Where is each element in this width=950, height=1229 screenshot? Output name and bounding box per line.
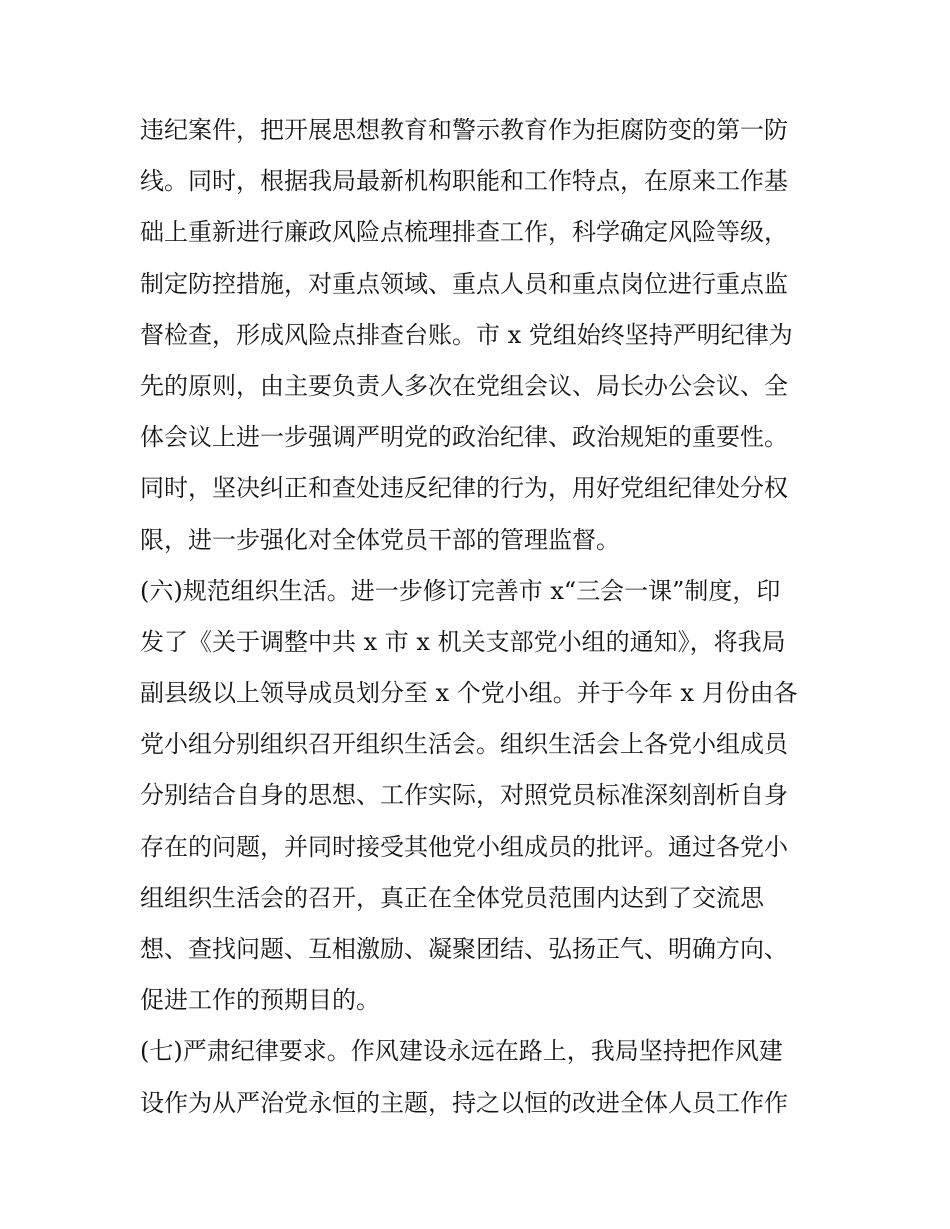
text-line: 想、查找问题、互相激励、凝聚团结、弘扬正气、明确方向、 xyxy=(140,935,788,963)
section-heading-seven: (七)严肃纪律要求。作风建设永远在路上，我局坚持把作风建 xyxy=(140,1037,783,1066)
text-line: 促进工作的预期目的。 xyxy=(140,986,380,1015)
text-line: 先的原则，由主要负责人多次在党组会议、局长办公会议、全 xyxy=(140,371,788,400)
text-line: 党小组分别组织召开组织生活会。组织生活会上各党小组成员 xyxy=(140,730,788,759)
text-line: 体会议上进一步强调严明党的政治纪律、政治规矩的重要性。 xyxy=(140,423,788,452)
text-line: 副县级以上领导成员划分至 x 个党小组。并于今年 x 月份由各 xyxy=(140,679,798,708)
text-line: 存在的问题，并同时接受其他党小组成员的批评。通过各党小 xyxy=(140,832,788,861)
text-line: 违纪案件，把开展思想教育和警示教育作为拒腐防变的第一防 xyxy=(140,116,788,144)
text-line: 础上重新进行廉政风险点梳理排查工作，科学确定风险等级， xyxy=(140,218,788,247)
text-line: 线。同时，根据我局最新机构职能和工作特点，在原来工作基 xyxy=(140,167,788,196)
text-line: 组组织生活会的召开，真正在全体党员范围内达到了交流思 xyxy=(140,883,764,912)
text-line: 设作为从严治党永恒的主题，持之以恒的改进全体人员工作作 xyxy=(140,1088,788,1117)
text-line: 发了《关于调整中共 x 市 x 机关支部党小组的通知》，将我局 xyxy=(140,627,786,656)
text-line: 督检查，形成风险点排查台账。市 x 党组始终坚持严明纪律为 xyxy=(140,320,793,349)
text-line: 制定防控措施，对重点领域、重点人员和重点岗位进行重点监 xyxy=(140,269,788,298)
text-line: 限，进一步强化对全体党员干部的管理监督。 xyxy=(140,525,620,554)
text-line: 分别结合自身的思想、工作实际，对照党员标准深刻剖析自身 xyxy=(140,781,788,810)
text-line: 同时，坚决纠正和查处违反纪律的行为，用好党组纪律处分权 xyxy=(140,474,788,503)
section-heading-six: (六)规范组织生活。进一步修订完善市 x“三会一课”制度，印 xyxy=(140,576,781,605)
body-text xyxy=(140,106,830,1130)
